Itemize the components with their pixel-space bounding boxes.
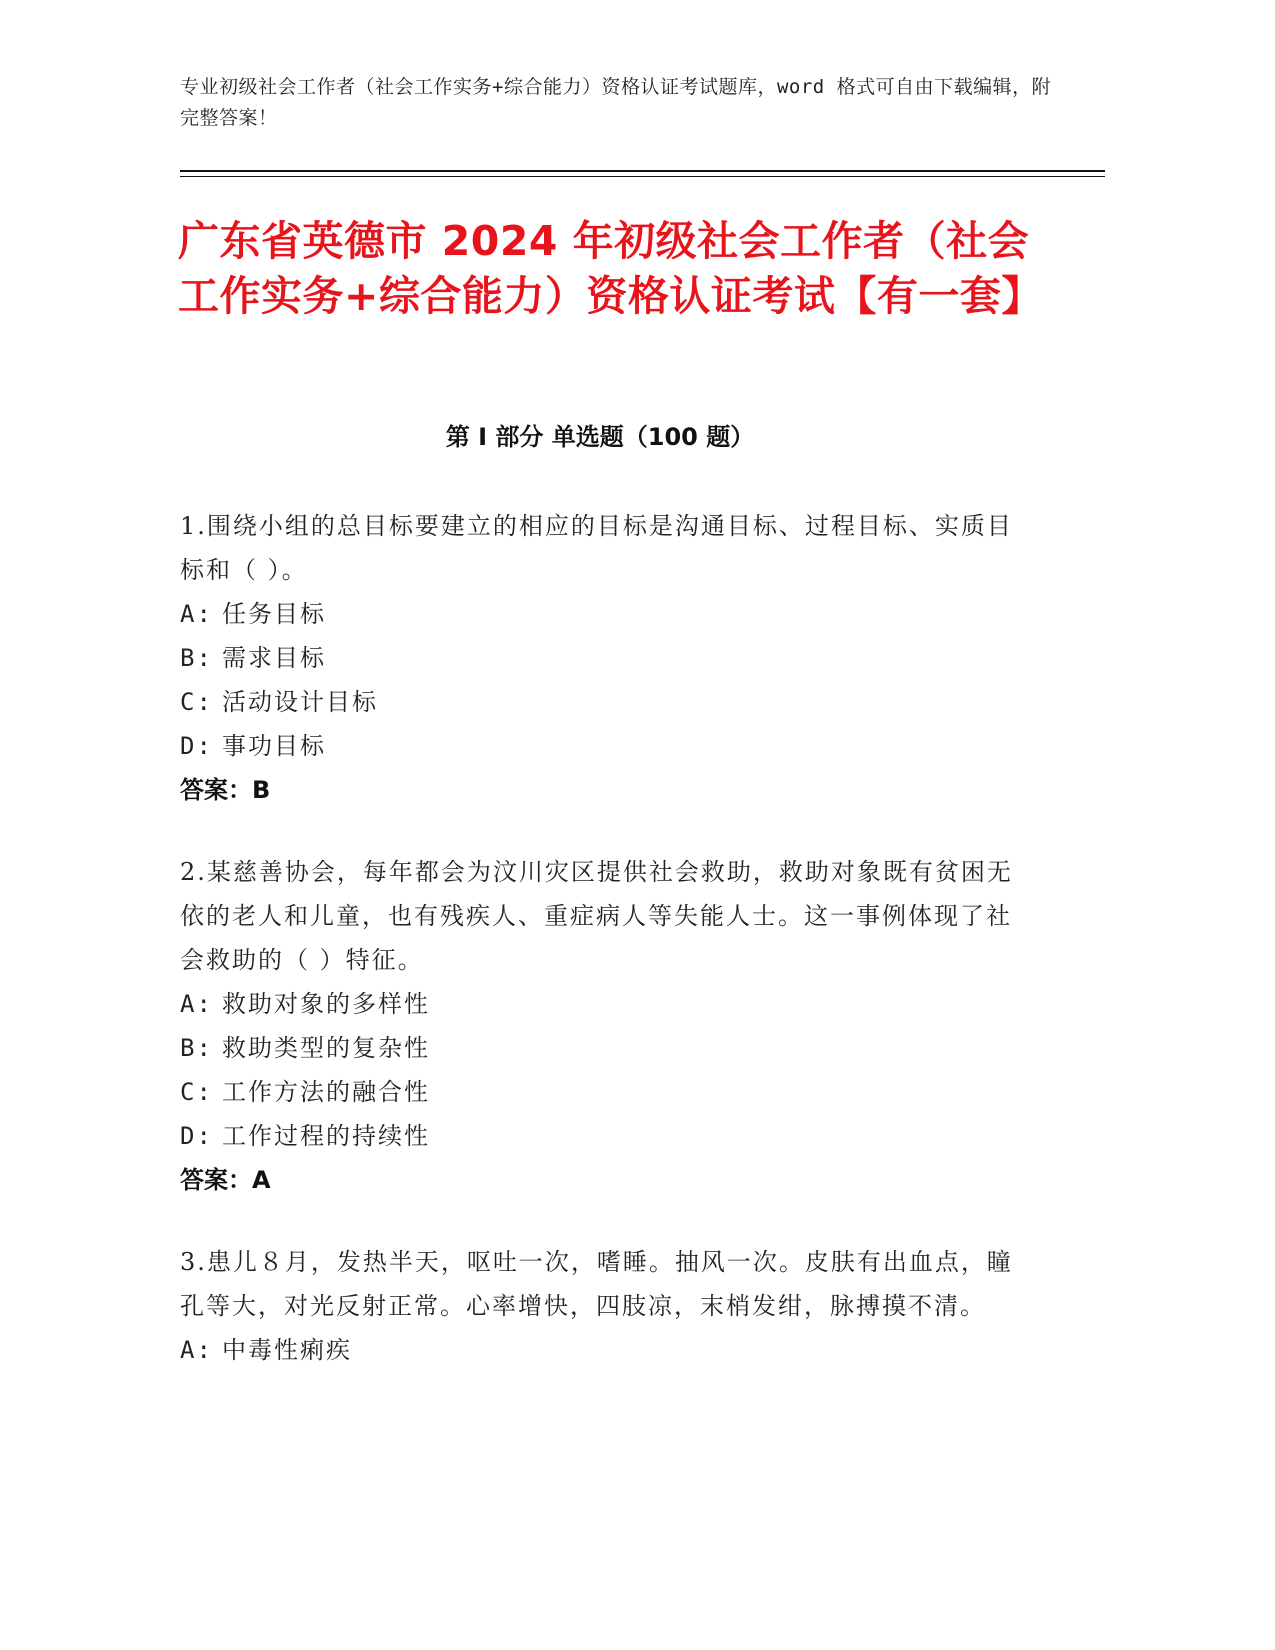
option-a (180, 1328, 1020, 1372)
header-note: 专业初级社会工作者（社会工作实务+综合能力）资格认证考试题库，word 格式可自由下载编辑，附完整答案！ (180, 76, 1052, 129)
option-letter: D: (180, 732, 213, 760)
question-list (180, 504, 1020, 1410)
question-3 (180, 1240, 1020, 1372)
question-1 (180, 504, 1020, 812)
option-letter: C: (180, 688, 213, 716)
option-letter: C: (180, 1078, 213, 1106)
option-letter: D: (180, 1122, 213, 1150)
option-text: 工作过程的持续性 (222, 1122, 430, 1150)
option-text: 救助类型的复杂性 (222, 1034, 430, 1062)
document-title: 广东省英德市 2024 年初级社会工作者（社会工作实务+综合能力）资格认证考试【有一套】 (178, 217, 1043, 320)
answer-line: 答案：A (180, 1166, 271, 1194)
option-letter: B: (180, 1034, 213, 1062)
option-b (180, 636, 1020, 680)
option-c (180, 680, 1020, 724)
option-text: 工作方法的融合性 (222, 1078, 430, 1106)
option-letter: B: (180, 644, 213, 672)
option-text: 中毒性痢疾 (222, 1336, 352, 1364)
option-a (180, 982, 1020, 1026)
option-b (180, 1026, 1020, 1070)
answer-line: 答案：B (180, 776, 271, 804)
option-d (180, 1114, 1020, 1158)
option-letter: A: (180, 1336, 213, 1364)
option-d (180, 724, 1020, 768)
header-divider-thick (180, 170, 1105, 172)
option-a (180, 592, 1020, 636)
option-letter: A: (180, 990, 213, 1018)
section-heading: 第 I 部分 单选题（100 题） (445, 423, 755, 451)
header-divider-thin (180, 176, 1105, 177)
question-text: 1.围绕小组的总目标要建立的相应的目标是沟通目标、过程目标、实质目标和（ ）。 (180, 512, 1013, 584)
option-letter: A: (180, 600, 213, 628)
option-text: 需求目标 (222, 644, 326, 672)
option-text: 事功目标 (222, 732, 326, 760)
option-text: 救助对象的多样性 (222, 990, 430, 1018)
option-text: 活动设计目标 (222, 688, 378, 716)
question-text: 2.某慈善协会，每年都会为汶川灾区提供社会救助，救助对象既有贫困无依的老人和儿童，也有残疾人、重症病人等失能人士。这一事例体现了社会救助的（ ）特征。 (180, 858, 1013, 974)
option-c (180, 1070, 1020, 1114)
question-2 (180, 850, 1020, 1202)
option-text: 任务目标 (222, 600, 326, 628)
question-text: 3.患儿８月，发热半天，呕吐一次，嗜睡。抽风一次。皮肤有出血点，瞳孔等大，对光反射正常。心率增快，四肢凉，末梢发绀，脉搏摸不清。 (180, 1248, 1013, 1320)
